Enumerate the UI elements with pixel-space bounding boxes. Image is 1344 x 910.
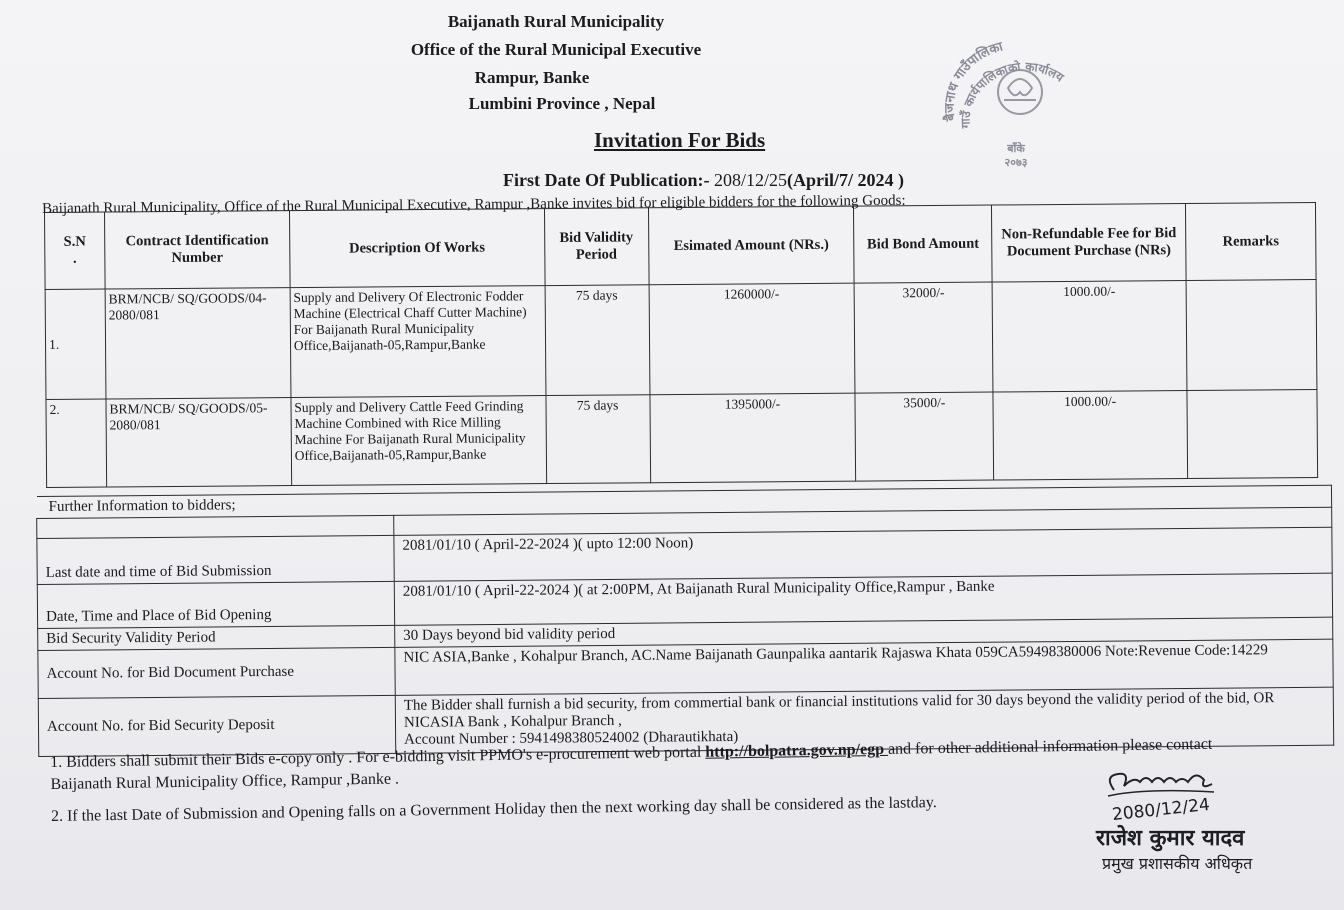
table-row xyxy=(45,280,1317,400)
office-location: Rampur, Banke xyxy=(474,68,590,87)
notes-section xyxy=(50,733,1231,838)
row-bond: 35000/- xyxy=(855,392,994,481)
signature-date: 2080/12/24 xyxy=(1111,794,1211,826)
further-info-table xyxy=(36,485,1334,757)
info-label: Date, Time and Place of Bid Opening xyxy=(37,581,394,628)
row-fee: 1000.00/- xyxy=(992,281,1187,393)
note-1-text-cont: and for other additional information please contact Baijanath Rural Municipality Office, Rampur ,Banke . xyxy=(50,735,1213,793)
municipality-name: Baijanath Rural Municipality xyxy=(447,12,665,31)
row-description: Supply and Delivery Of Electronic Fodder Machine (Electrical Chaff Cutter Machine) For Baijanath Rural Municipality Office,Baijanath-05,Rampur,Banke xyxy=(290,286,546,398)
header-description: Description Of Works xyxy=(289,209,544,288)
signature-block xyxy=(1090,760,1290,890)
security-deposit-account: Account Number : 5941498380524002 (Dharautikhata) xyxy=(404,728,739,748)
header-remarks: Remarks xyxy=(1186,203,1317,281)
row-validity: 75 days xyxy=(546,395,651,484)
header-validity: Bid Validity Period xyxy=(544,208,649,286)
seal-text-top: बैजनाथ गाउँपालिका xyxy=(942,40,1005,122)
row-amount: 1260000/- xyxy=(649,283,856,395)
row-description: Supply and Delivery Cattle Feed Grinding Machine Combined with Rice Milling Machine For Baijanath Rural Municipality Office,Baijanath-05,Rampur,Banke xyxy=(291,396,546,486)
row-remarks xyxy=(1187,390,1318,479)
row-remarks xyxy=(1186,280,1317,391)
table-row xyxy=(46,390,1318,488)
seal-text-bottom1: बाँके xyxy=(1007,142,1025,155)
row-contract-id: BRM/NCB/ SQ/GOODS/05-2080/081 xyxy=(106,398,292,487)
note-1-text: 1. Bidders shall submit their Bids e-copy only . For e-bidding visit PPMO's e-procurement web portal xyxy=(50,743,706,771)
row-validity: 75 days xyxy=(545,285,650,396)
row-bond: 32000/- xyxy=(854,282,993,393)
info-label: Account No. for Bid Document Purchase xyxy=(38,647,395,698)
info-value xyxy=(395,639,1333,695)
row-sn: 2. xyxy=(46,399,107,487)
header-sn: S.N . xyxy=(45,212,106,289)
info-value: 30 Days beyond bid validity period xyxy=(395,617,1333,647)
info-label: Last date and time of Bid Submission xyxy=(37,535,394,584)
info-label: Bid Security Validity Period xyxy=(38,625,395,650)
page-title: Invitation For Bids xyxy=(594,128,766,152)
info-label: Account No. for Bid Security Deposit xyxy=(38,695,395,756)
signatory-designation: प्रमुख प्रशासकीय अधिकृत xyxy=(1102,854,1253,873)
publication-date-en: (April/7/ 2024 ) xyxy=(786,170,904,190)
info-value: 2081/01/10 ( April-22-2024 )( upto 12:00 Noon) xyxy=(394,527,1332,581)
row-fee: 1000.00/- xyxy=(993,391,1188,481)
intro-text: Baijanath Rural Municipality, Office of the Rural Municipal Executive, Rampur ,Banke invites bid for eligible bidders for the following Goods: xyxy=(42,192,906,217)
info-value: 2081/01/10 ( April-22-2024 )( at 2:00PM, At Baijanath Rural Municipality Office,Rampur , Banke xyxy=(394,573,1332,625)
publication-date xyxy=(503,170,904,191)
bid-table-header xyxy=(45,203,1317,290)
row-amount: 1395000/- xyxy=(649,393,855,483)
office-province: Lumbini Province , Nepal xyxy=(468,94,656,113)
seal-text-bottom2: २०७३ xyxy=(1004,156,1028,169)
header-amount: Esimated Amount (NRs.) xyxy=(648,206,854,285)
publication-date-np: 208/12/25 xyxy=(709,170,787,190)
row-sn: 1. xyxy=(45,289,106,399)
office-name: Office of the Rural Municipal Executive xyxy=(410,40,702,59)
official-seal-icon xyxy=(930,40,1100,190)
row-contract-id: BRM/NCB/ SQ/GOODS/04-2080/081 xyxy=(105,288,291,399)
account-purchase-text: NIC ASIA,Banke , Kohalpur Branch, AC.Name Baijanath Gaunpalika aantarik Rajaswa Khata 059CA59498380006 Note:Revenue Code:14229 xyxy=(403,642,1268,666)
header-bond: Bid Bond Amount xyxy=(854,205,992,283)
further-info-title: Further Information to bidders; xyxy=(37,485,1332,518)
publication-label: First Date Of Publication:- xyxy=(503,170,710,190)
seal-text-mid: गाउँ कार्यपालिकाको कार्यालय xyxy=(958,59,1067,129)
note-2: 2. If the last Date of Submission and Opening falls on a Government Holiday then the next working day shall be considered as the lastday. xyxy=(50,794,937,825)
header-fee: Non-Refundable Fee for Bid Document Purchase (NRs) xyxy=(992,204,1186,283)
bid-table xyxy=(44,202,1318,488)
egp-portal-link[interactable]: http://bolpatra.gov.np/egp xyxy=(705,740,889,761)
signatory-name: राजेश कुमार यादव xyxy=(1096,826,1245,851)
header-contract-id: Contract Identification Number xyxy=(104,211,289,289)
security-deposit-text: The Bidder shall furnish a bid security, from commertial bank or financial institutions valid for 30 days beyond the validity period of the bid, OR NICASIA Bank , Kohalpur Branch , xyxy=(403,690,1275,731)
